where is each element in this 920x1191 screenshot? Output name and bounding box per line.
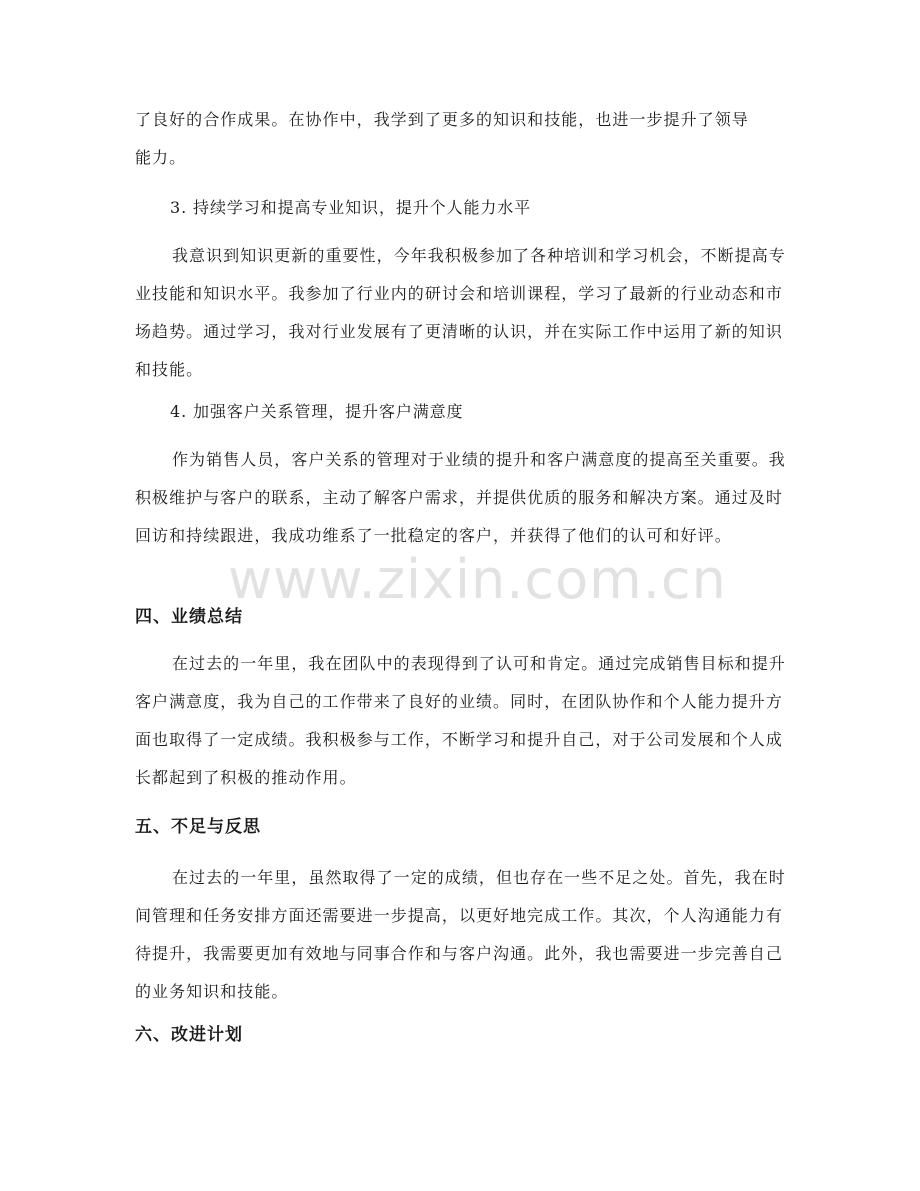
paragraph-line: 能力。 (135, 148, 187, 167)
paragraph-summary: 在过去的一年里，我在团队中的表现得到了认可和肯定。通过完成销售目标和提升客户满意度，我为自己的工作带来了良好的业绩。同时，在团队协作和个人能力提升方面也取得了一定成绩。我积极参与工作，不断学习和提升自己，对于公司发展和个人成长都起到了积极的推动作用。 (135, 654, 786, 787)
paragraph-customer: 作为销售人员，客户关系的管理对于业绩的提升和客户满意度的提高至关重要。我积极维护与客户的联系，主动了解客户需求，并提供优质的服务和解决方案。通过及时回访和持续跟进，我成功维系了一批稳定的客户，并获得了他们的认可和好评。 (135, 450, 786, 545)
paragraph-continuation (135, 101, 787, 177)
subheading-4: 4. 加强客户关系管理，提升客户满意度 (170, 402, 464, 421)
section-heading-5: 五、不足与反思 (135, 817, 261, 837)
paragraph-reflection: 在过去的一年里，虽然取得了一定的成绩，但也存在一些不足之处。首先，我在时间管理和任务安排方面还需要进一步提高，以更好地完成工作。其次，个人沟通能力有待提升，我需要更加有效地与同事合作和与客户沟通。此外，我也需要进一步完善自己的业务知识和技能。 (135, 868, 786, 1001)
section-heading-4: 四、业绩总结 (135, 607, 243, 627)
paragraph-learning: 我意识到知识更新的重要性，今年我积极参加了各种培训和学习机会，不断提高专业技能和知识水平。我参加了行业内的研讨会和培训课程，学习了最新的行业动态和市场趋势。通过学习，我对行业发展有了更清晰的认识，并在实际工作中运用了新的知识和技能。 (135, 246, 786, 379)
subheading-3: 3. 持续学习和提高专业知识，提升个人能力水平 (170, 198, 532, 217)
paragraph-line: 了良好的合作成果。在协作中，我学到了更多的知识和技能，也进一步提升了领导 (135, 110, 749, 129)
watermark: www.zixin.com.cn (228, 548, 727, 611)
section-heading-6: 六、改进计划 (135, 1025, 243, 1045)
